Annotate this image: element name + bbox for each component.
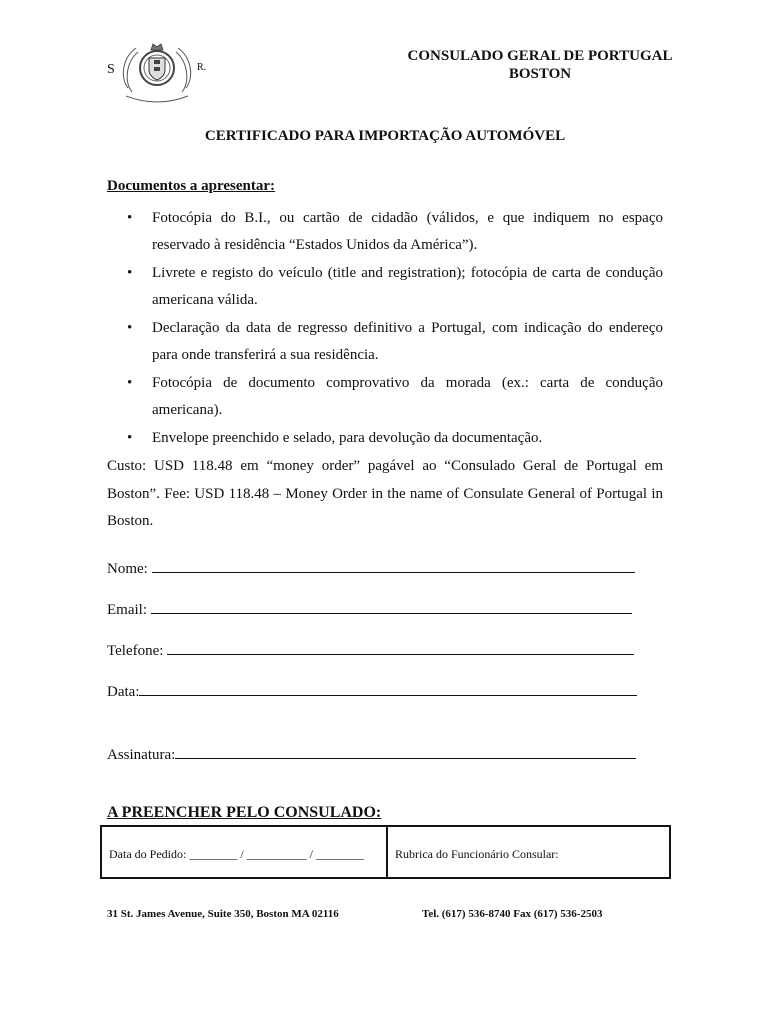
name-field[interactable]: [107, 558, 635, 578]
phone-field[interactable]: [107, 640, 634, 660]
phone-label: Telefone:: [107, 643, 164, 659]
name-input-line[interactable]: [152, 558, 635, 573]
list-item: • Fotocópia do B.I., ou cartão de cidadão (válidos, e que indiquem no espaço reservado à residência “Estados Unidos da América”).: [107, 205, 663, 259]
consulate-table: [100, 825, 671, 879]
footer-address: 31 St. James Avenue, Suite 350, Boston MA 02116: [107, 908, 339, 920]
documents-heading: Documentos a apresentar:: [107, 178, 276, 194]
email-field[interactable]: [107, 599, 632, 619]
signature-input-line[interactable]: [175, 744, 636, 759]
consulate-section-heading: A PREENCHER PELO CONSULADO:: [107, 804, 382, 821]
consulate-name: CONSULADO GERAL DE PORTUGAL: [407, 48, 673, 64]
name-label: Nome:: [107, 561, 148, 577]
documents-list: [107, 205, 663, 453]
date-label: Data:: [107, 684, 140, 700]
cost-text: Custo: USD 118.48 em “money order” pagável ao “Consulado Geral de Portugal em Boston”. Fee: USD 118.48 – Money Order in the name of Consulate General of Portugal in Boston.: [107, 458, 663, 529]
list-item: • Fotocópia de documento comprovativo da morada (ex.: carta de condução americana).: [107, 370, 663, 424]
consulate-header: [380, 47, 700, 83]
phone-input-line[interactable]: [167, 640, 634, 655]
footer-contact: Tel. (617) 536-8740 Fax (617) 536-2503: [422, 908, 603, 920]
signature-label: Assinatura:: [107, 747, 176, 763]
logo-letter-s: S: [107, 62, 115, 77]
date-input-line[interactable]: [139, 681, 637, 696]
consular-signature-cell: Rubrica do Funcionário Consular:: [395, 847, 559, 861]
consulate-city: BOSTON: [508, 66, 572, 82]
page-title: CERTIFICADO PARA IMPORTAÇÃO AUTOMÓVEL: [204, 128, 566, 144]
logo-letter-r: R.: [197, 62, 207, 73]
email-input-line[interactable]: [151, 599, 632, 614]
coat-of-arms-icon: [118, 38, 196, 104]
request-date-cell: Data do Pedido: ________ / __________ / ________: [102, 827, 388, 877]
list-item: • Declaração da data de regresso definitivo a Portugal, com indicação do endereço para onde transferirá a sua residência.: [107, 315, 663, 369]
list-item: • Envelope preenchido e selado, para devolução da documentação.: [107, 425, 663, 452]
signature-field[interactable]: [107, 744, 636, 764]
email-label: Email:: [107, 602, 147, 618]
list-item: • Livrete e registo do veículo (title and registration); fotocópia de carta de condução americana válida.: [107, 260, 663, 314]
date-field[interactable]: [107, 681, 637, 701]
